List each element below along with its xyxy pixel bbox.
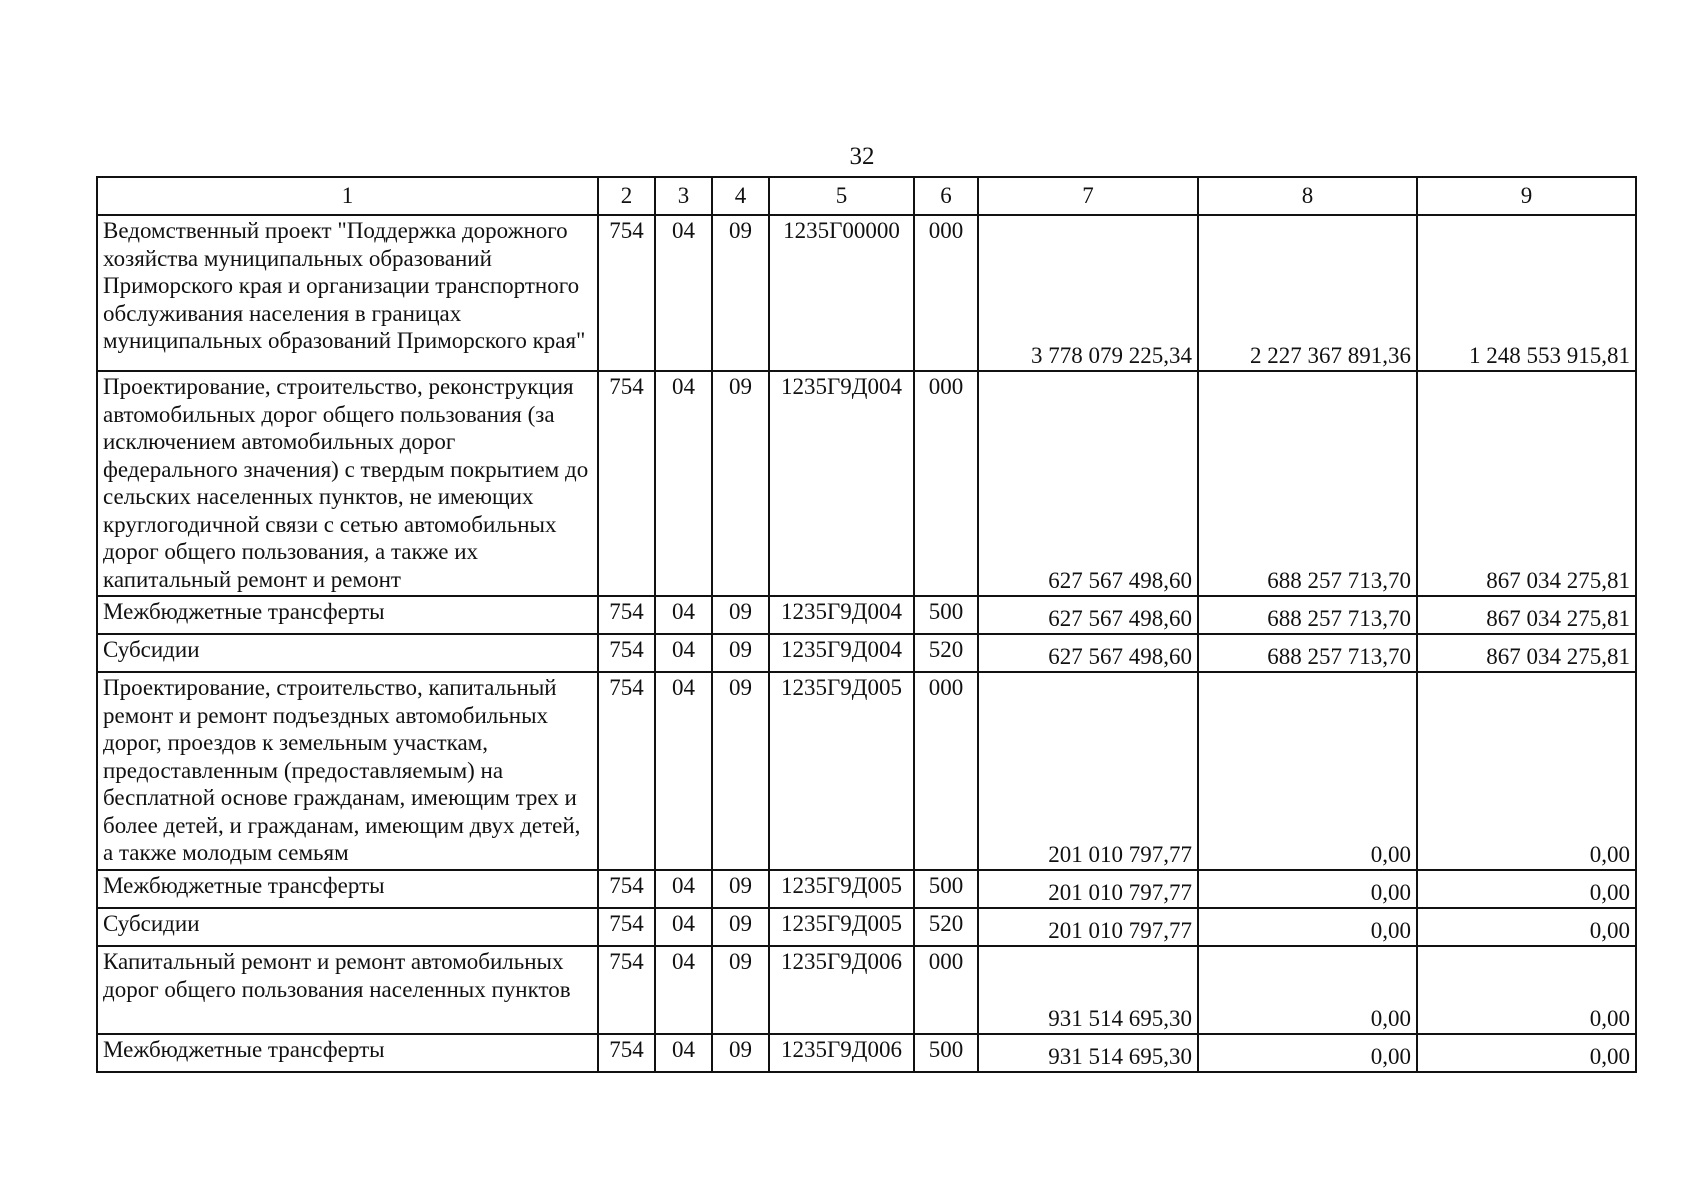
table-row [97, 215, 1636, 371]
ved-code: 754 [598, 946, 655, 1034]
amount-year-2: 0,00 [1198, 908, 1417, 946]
row-name: Проектирование, строительство, реконструкция автомобильных дорог общего пользования (за исключением автомобильных дорог федерального значения) с твердым покрытием до сельских населенных пунктов, не имеющих круглогодичной связи с сетью автомобильных дорог общего пользования, а также их капитальный ремонт и ремонт [97, 371, 598, 596]
expense-type-code: 000 [914, 371, 978, 596]
budget-table [96, 176, 1637, 1073]
subsection-code: 09 [712, 215, 769, 371]
column-number: 4 [712, 177, 769, 215]
ved-code: 754 [598, 672, 655, 870]
row-name: Субсидии [97, 634, 598, 672]
ved-code: 754 [598, 908, 655, 946]
amount-year-1: 201 010 797,77 [978, 870, 1198, 908]
amount-year-2: 688 257 713,70 [1198, 371, 1417, 596]
expense-type-code: 000 [914, 946, 978, 1034]
column-number-row [97, 177, 1636, 215]
row-name: Межбюджетные трансферты [97, 870, 598, 908]
amount-year-2: 0,00 [1198, 870, 1417, 908]
amount-year-3: 1 248 553 915,81 [1417, 215, 1636, 371]
table-row [97, 371, 1636, 596]
amount-year-2: 688 257 713,70 [1198, 634, 1417, 672]
ved-code: 754 [598, 634, 655, 672]
target-article-code: 1235Г9Д004 [769, 371, 914, 596]
column-number: 9 [1417, 177, 1636, 215]
subsection-code: 09 [712, 870, 769, 908]
expense-type-code: 500 [914, 1034, 978, 1072]
amount-year-3: 0,00 [1417, 1034, 1636, 1072]
amount-year-1: 201 010 797,77 [978, 908, 1198, 946]
expense-type-code: 520 [914, 908, 978, 946]
amount-year-2: 0,00 [1198, 946, 1417, 1034]
column-number: 6 [914, 177, 978, 215]
expense-type-code: 000 [914, 672, 978, 870]
target-article-code: 1235Г9Д006 [769, 946, 914, 1034]
column-number: 2 [598, 177, 655, 215]
target-article-code: 1235Г9Д004 [769, 596, 914, 634]
section-code: 04 [655, 215, 712, 371]
section-code: 04 [655, 596, 712, 634]
amount-year-2: 688 257 713,70 [1198, 596, 1417, 634]
subsection-code: 09 [712, 908, 769, 946]
column-number: 5 [769, 177, 914, 215]
amount-year-1: 627 567 498,60 [978, 634, 1198, 672]
column-number: 1 [97, 177, 598, 215]
section-code: 04 [655, 908, 712, 946]
amount-year-1: 931 514 695,30 [978, 1034, 1198, 1072]
table-row [97, 634, 1636, 672]
page-number: 32 [849, 143, 875, 170]
amount-year-3: 867 034 275,81 [1417, 371, 1636, 596]
ved-code: 754 [598, 371, 655, 596]
amount-year-2: 0,00 [1198, 672, 1417, 870]
target-article-code: 1235Г00000 [769, 215, 914, 371]
expense-type-code: 500 [914, 596, 978, 634]
table-row [97, 596, 1636, 634]
column-number: 8 [1198, 177, 1417, 215]
amount-year-1: 3 778 079 225,34 [978, 215, 1198, 371]
subsection-code: 09 [712, 596, 769, 634]
row-name: Ведомственный проект "Поддержка дорожного хозяйства муниципальных образований Приморского края и организации транспортного обслуживания населения в границах муниципальных образований Приморского края" [97, 215, 598, 371]
table-row [97, 870, 1636, 908]
row-name: Субсидии [97, 908, 598, 946]
subsection-code: 09 [712, 672, 769, 870]
table-row [97, 1034, 1636, 1072]
subsection-code: 09 [712, 1034, 769, 1072]
row-name: Проектирование, строительство, капитальный ремонт и ремонт подъездных автомобильных дорог, проездов к земельным участкам, предоставленным (предоставляемым) на бесплатной основе гражданам, имеющим трех и более детей, и гражданам, имеющим двух детей, а также молодым семьям [97, 672, 598, 870]
expense-type-code: 520 [914, 634, 978, 672]
section-code: 04 [655, 870, 712, 908]
amount-year-3: 867 034 275,81 [1417, 634, 1636, 672]
row-name: Межбюджетные трансферты [97, 1034, 598, 1072]
amount-year-3: 867 034 275,81 [1417, 596, 1636, 634]
target-article-code: 1235Г9Д004 [769, 634, 914, 672]
amount-year-3: 0,00 [1417, 946, 1636, 1034]
row-name: Межбюджетные трансферты [97, 596, 598, 634]
expense-type-code: 500 [914, 870, 978, 908]
ved-code: 754 [598, 215, 655, 371]
row-name: Капитальный ремонт и ремонт автомобильных дорог общего пользования населенных пунктов [97, 946, 598, 1034]
amount-year-3: 0,00 [1417, 870, 1636, 908]
subsection-code: 09 [712, 371, 769, 596]
column-number: 7 [978, 177, 1198, 215]
subsection-code: 09 [712, 634, 769, 672]
amount-year-3: 0,00 [1417, 908, 1636, 946]
section-code: 04 [655, 1034, 712, 1072]
section-code: 04 [655, 371, 712, 596]
amount-year-1: 627 567 498,60 [978, 596, 1198, 634]
amount-year-1: 931 514 695,30 [978, 946, 1198, 1034]
target-article-code: 1235Г9Д005 [769, 870, 914, 908]
amount-year-1: 627 567 498,60 [978, 371, 1198, 596]
table-row [97, 672, 1636, 870]
section-code: 04 [655, 946, 712, 1034]
section-code: 04 [655, 672, 712, 870]
column-number: 3 [655, 177, 712, 215]
ved-code: 754 [598, 596, 655, 634]
amount-year-3: 0,00 [1417, 672, 1636, 870]
amount-year-2: 2 227 367 891,36 [1198, 215, 1417, 371]
ved-code: 754 [598, 870, 655, 908]
expense-type-code: 000 [914, 215, 978, 371]
section-code: 04 [655, 634, 712, 672]
target-article-code: 1235Г9Д006 [769, 1034, 914, 1072]
amount-year-1: 201 010 797,77 [978, 672, 1198, 870]
subsection-code: 09 [712, 946, 769, 1034]
ved-code: 754 [598, 1034, 655, 1072]
table-row [97, 908, 1636, 946]
table-row [97, 946, 1636, 1034]
target-article-code: 1235Г9Д005 [769, 908, 914, 946]
target-article-code: 1235Г9Д005 [769, 672, 914, 870]
amount-year-2: 0,00 [1198, 1034, 1417, 1072]
